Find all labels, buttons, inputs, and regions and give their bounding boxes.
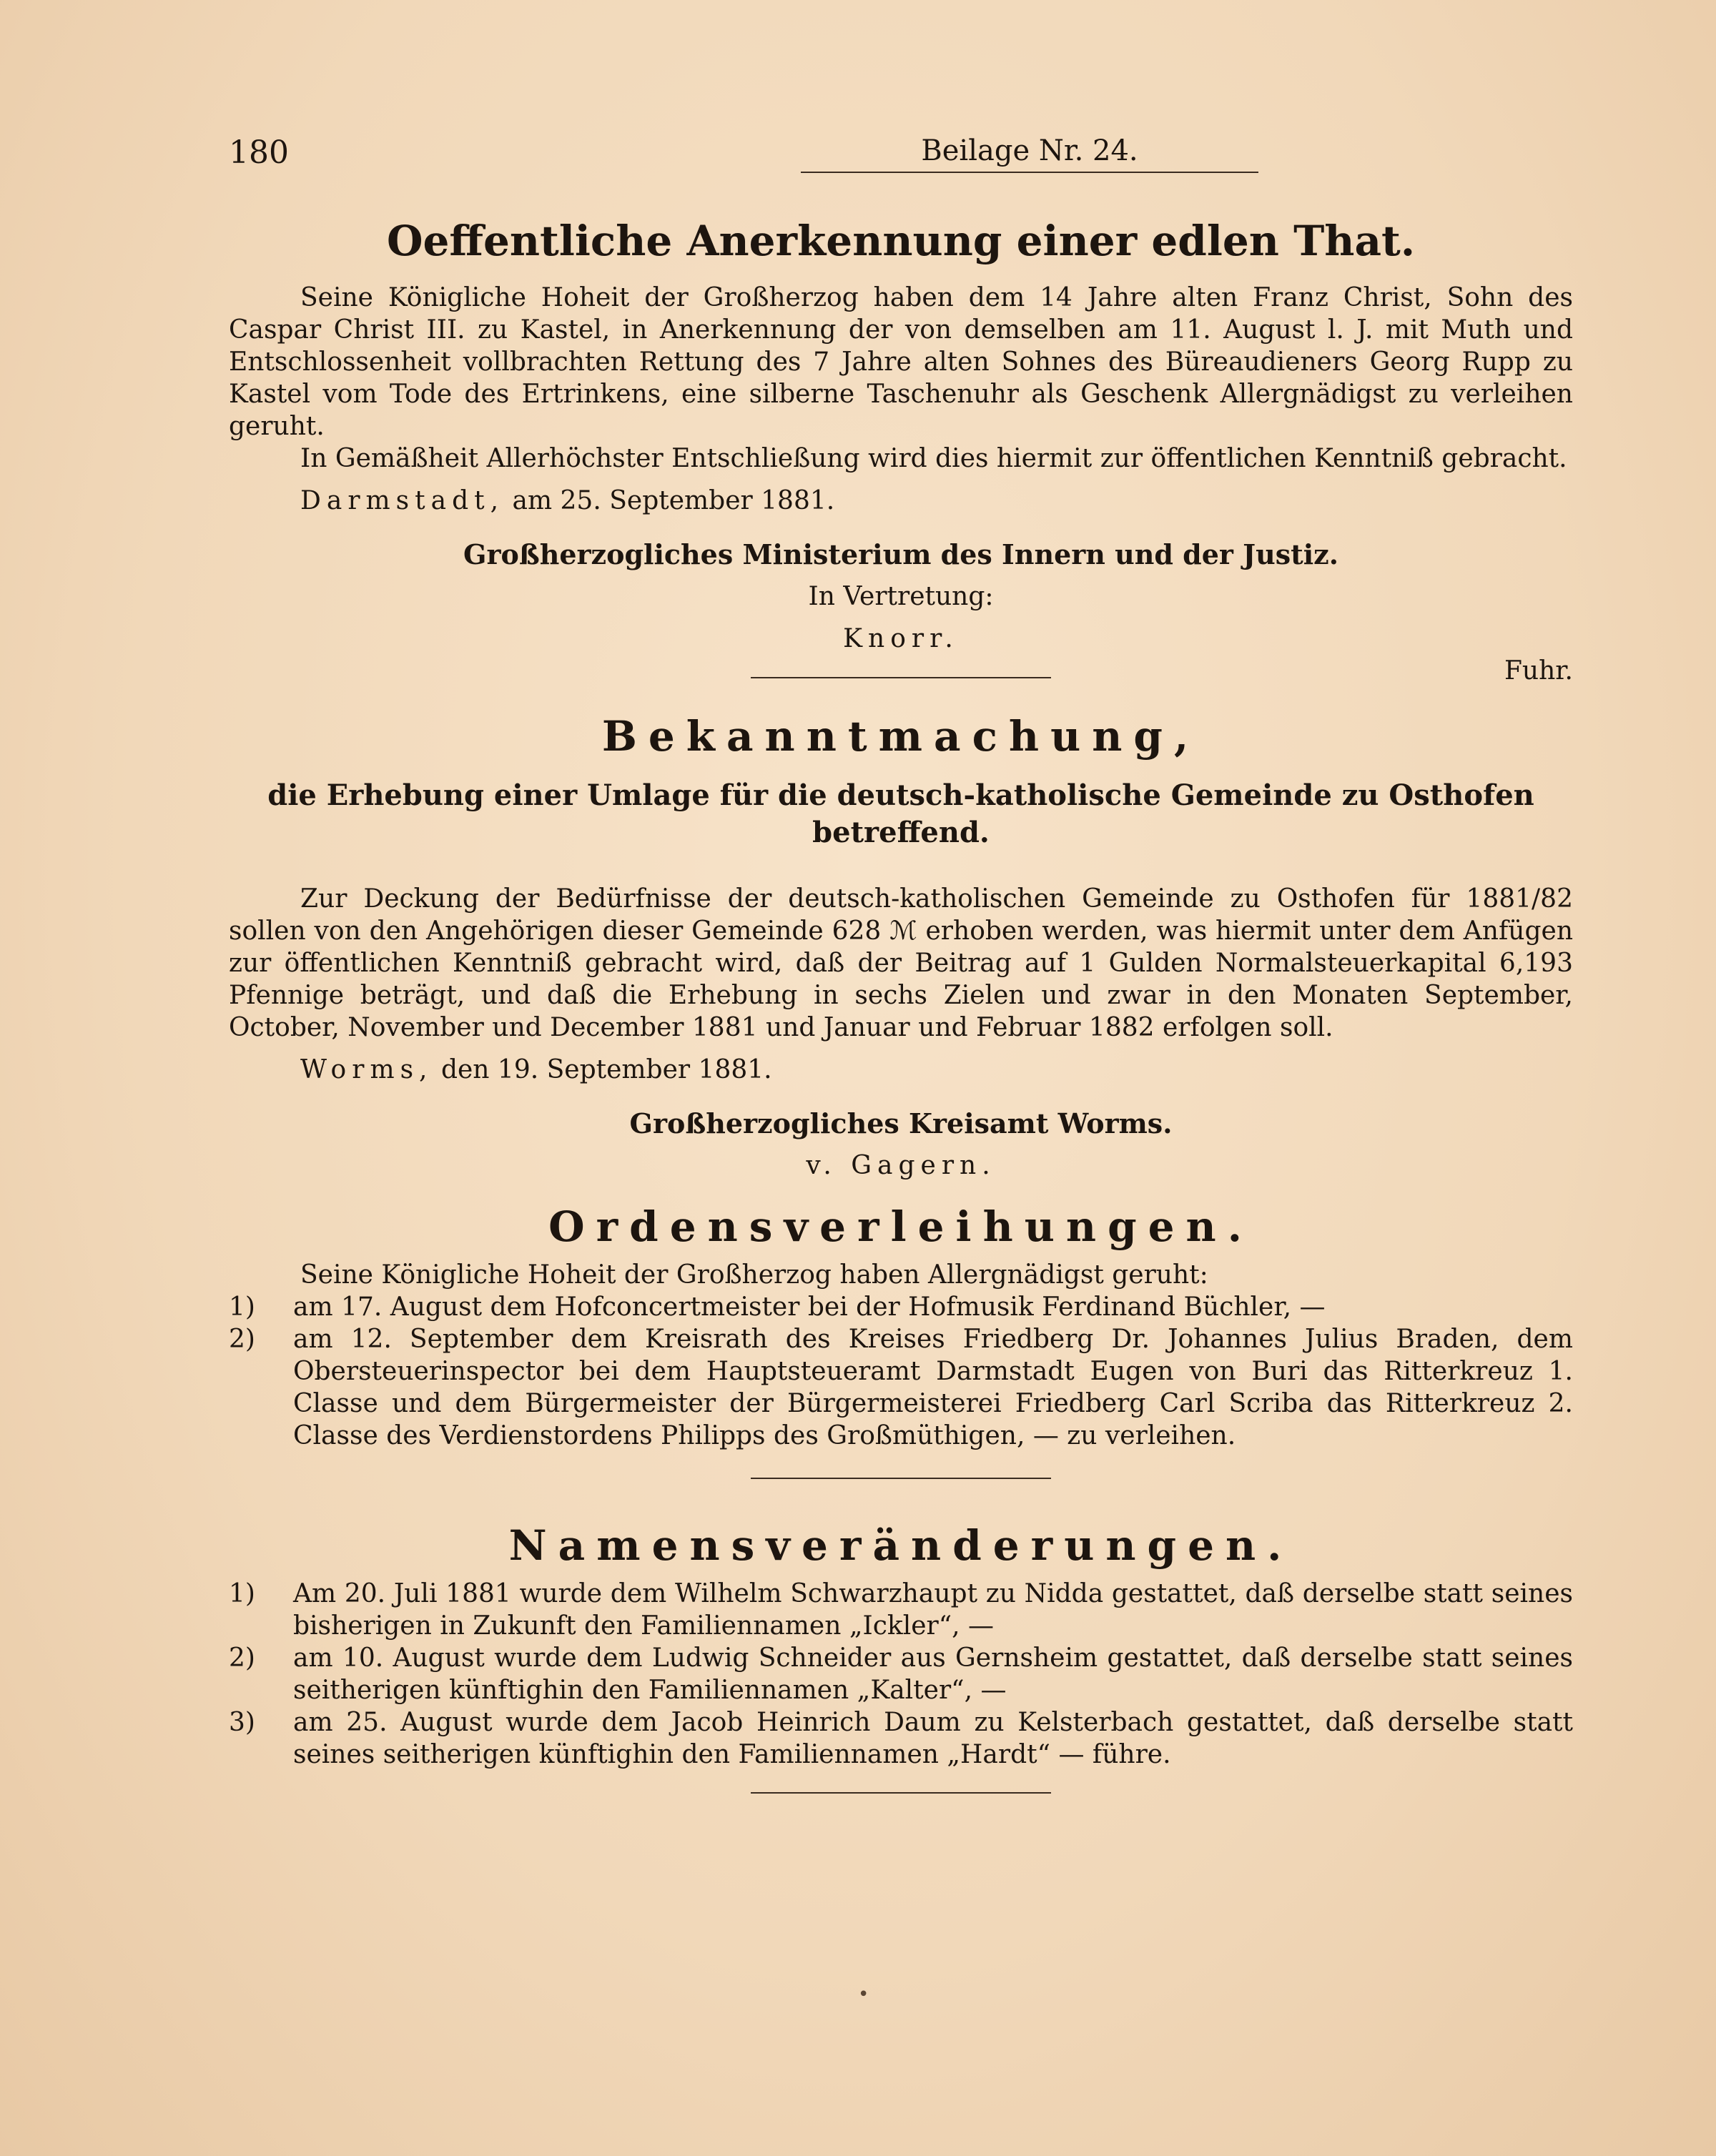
deputy-label: In Vertretung: bbox=[808, 582, 994, 611]
announcement-subtitle: die Erhebung einer Umlage für die deutsch-katholische Gemeinde zu Osthofen betreffend. bbox=[267, 778, 1534, 849]
item-number: 1) bbox=[229, 1292, 255, 1322]
name-changes-list bbox=[229, 1578, 1573, 1771]
recognition-paragraph: Seine Königliche Hoheit der Großherzog haben dem 14 Jahre alten Franz Christ, Sohn des Caspar Christ III. zu Kastel, in Anerkennung der von demselben am 11. August l. J. mit Muth und Entschlossenheit vollbrachten Rettung des 7 Jahre alten Sohnes des Büreaudieners Georg Rupp zu Kastel vom Tode des Ertrinkens, eine silberne Taschenuhr als Geschenk Allergnädigst zu verleihen geruht. bbox=[229, 283, 1573, 441]
section-public-recognition bbox=[229, 214, 1573, 687]
recognition-notice: In Gemäßheit Allerhöchster Entschließung wird dies hiermit zur öffentlichen Kenntniß gebracht. bbox=[300, 444, 1567, 473]
item-text: am 17. August dem Hofconcertmeister bei der Hofmusik Ferdinand Büchler, — bbox=[293, 1292, 1326, 1322]
list-item bbox=[229, 1323, 1573, 1452]
section-title-decorations: Ordensverleihungen. bbox=[548, 1202, 1253, 1251]
section-divider bbox=[751, 1792, 1051, 1794]
district-office-authority: Großherzogliches Kreisamt Worms. bbox=[629, 1107, 1173, 1139]
section-title-name-changes: Namensveränderungen. bbox=[508, 1521, 1293, 1570]
list-item bbox=[229, 1642, 1573, 1706]
ministry-authority: Großherzogliches Ministerium des Innern und der Justiz. bbox=[463, 538, 1338, 570]
spacer bbox=[229, 1182, 1573, 1200]
item-text: am 25. August wurde dem Jacob Heinrich Daum zu Kelsterbach gestattet, daß derselbe statt seines seitherigen künftighin den Familiennamen „Hardt“ — führe. bbox=[293, 1708, 1573, 1769]
cosigner-fuhr: Fuhr. bbox=[1504, 656, 1573, 686]
section-title-announcement: Bekanntmachung, bbox=[601, 712, 1200, 761]
section-title-recognition: Oeffentliche Anerkennung einer edlen That. bbox=[386, 217, 1416, 265]
signer-knorr: Knorr. bbox=[843, 624, 959, 653]
signer-gagern: v. Gagern. bbox=[806, 1151, 996, 1180]
section-divider bbox=[751, 1478, 1051, 1479]
list-item bbox=[229, 1291, 1573, 1323]
dateline-date: den 19. September 1881. bbox=[440, 1055, 772, 1084]
announcement-paragraph: Zur Deckung der Bedürfnisse der deutsch-katholischen Gemeinde zu Osthofen für 1881/82 sollen von den Angehörigen dieser Gemeinde 628 ℳ erhoben werden, was hiermit unter dem Anfügen zur öffentlichen Kenntniß gebracht wird, daß der Beitrag auf 1 Gulden Normalsteuerkapital 6,193 Pfennige beträgt, und daß die Erhebung in sechs Zielen und zwar in den Monaten September, October, November und December 1881 und Januar und Februar 1882 erfolgen soll. bbox=[229, 884, 1573, 1042]
dateline-place: Darmstadt, bbox=[300, 486, 505, 515]
list-item bbox=[229, 1706, 1573, 1771]
page-content bbox=[229, 214, 1573, 1825]
item-text: am 12. September dem Kreisrath des Kreises Friedberg Dr. Johannes Julius Braden, dem Obersteuerinspector bei dem Hauptsteueramt Darmstadt Eugen von Buri das Ritterkreuz 1. Classe und dem Bürgermeister der Bürgermeisterei Friedberg Carl Scriba das Ritterkreuz 2. Classe des Verdienstordens Philipps des Großmüthigen, — zu verleihen. bbox=[293, 1325, 1573, 1450]
announcement-dateline bbox=[229, 1054, 1573, 1086]
section-announcement bbox=[229, 710, 1573, 1182]
dateline-date: am 25. September 1881. bbox=[512, 486, 835, 515]
item-text: am 10. August wurde dem Ludwig Schneider aus Gernsheim gestattet, daß derselbe statt seines seitherigen künftighin den Familiennamen „Kalter“, — bbox=[293, 1643, 1573, 1705]
dateline-place: Worms, bbox=[300, 1055, 433, 1084]
section-name-changes bbox=[229, 1519, 1573, 1771]
item-number: 1) bbox=[229, 1579, 255, 1608]
decorations-list bbox=[229, 1291, 1573, 1452]
page-number: 180 bbox=[229, 134, 289, 171]
running-head: Beilage Nr. 24. bbox=[801, 134, 1258, 173]
page-header bbox=[229, 134, 1573, 184]
footer-mark: • bbox=[858, 1984, 869, 2005]
recognition-dateline bbox=[229, 485, 1573, 517]
item-number: 3) bbox=[229, 1708, 255, 1737]
item-number: 2) bbox=[229, 1325, 255, 1354]
decorations-intro: Seine Königliche Hoheit der Großherzog haben Allergnädigst geruht: bbox=[300, 1260, 1208, 1290]
section-divider bbox=[751, 677, 1051, 678]
item-number: 2) bbox=[229, 1643, 255, 1673]
list-item bbox=[229, 1578, 1573, 1642]
section-decorations bbox=[229, 1200, 1573, 1452]
item-text: Am 20. Juli 1881 wurde dem Wilhelm Schwarzhaupt zu Nidda gestattet, daß derselbe statt seines bisherigen in Zukunft den Familiennamen „Ickler“, — bbox=[293, 1579, 1573, 1641]
